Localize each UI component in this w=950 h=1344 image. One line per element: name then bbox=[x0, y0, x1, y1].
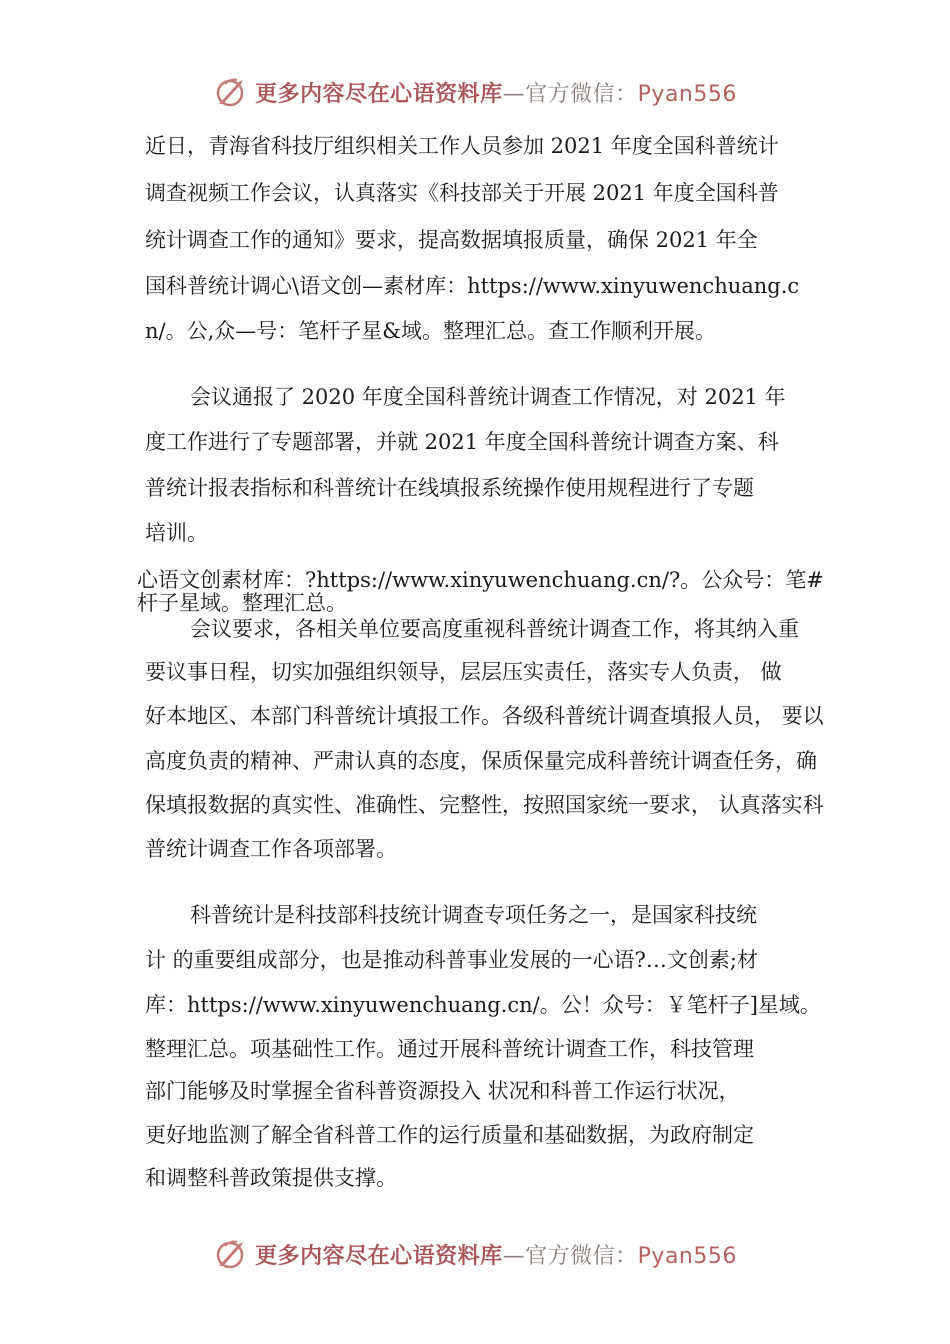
p1-line-5: n/。公,众—号：笔杆子星&域。整理汇总。查工作顺利开展。 bbox=[145, 319, 716, 343]
p1-line-2: 调查视频工作会议，认真落实《科技部关于开展 2021 年度全国科普 bbox=[145, 181, 779, 205]
p3-line-3: 好本地区、本部门科普统计填报工作。各级科普统计调查填报人员， 要以 bbox=[145, 704, 824, 728]
banner-text bbox=[255, 77, 737, 108]
p4-line-6: 更好地监测了解全省科普工作的运行质量和基础数据，为政府制定 bbox=[145, 1123, 754, 1147]
p2-line-1: 会议通报了 2020 年度全国科普统计调查工作情况，对 2021 年 bbox=[190, 385, 786, 409]
p4-line-5: 部门能够及时掌握全省科普资源投入 状况和科普工作运行状况， bbox=[145, 1079, 740, 1103]
banner-wechat-id: Pyan556 bbox=[637, 81, 737, 107]
p1-line-4: 国科普统计调心\语文创—素材库：https://www.xinyuwenchuang.c bbox=[145, 274, 800, 298]
p4-line-7: 和调整科普政策提供支撑。 bbox=[145, 1166, 397, 1190]
p3-line-1: 会议要求，各相关单位要高度重视科普统计调查工作，将其纳入重 bbox=[190, 617, 799, 641]
banner-text bbox=[255, 1239, 737, 1270]
p4-line-2: 计 的重要组成部分，也是推动科普事业发展的一心语?…文创素;材 bbox=[145, 948, 759, 972]
p4-line-1: 科普统计是科技部科技统计调查专项任务之一，是国家科技统 bbox=[190, 903, 757, 927]
p3-line-4: 高度负责的精神、严肃认真的态度，保质保量完成科普统计调查任务，确 bbox=[145, 749, 817, 773]
banner-main: 更多内容尽在心语资料库 bbox=[255, 81, 503, 107]
p2-line-3: 普统计报表指标和科普统计在线填报系统操作使用规程进行了专题 bbox=[145, 476, 754, 500]
p4-line-3: 库：https://www.xinyuwenchuang.cn/。公！众号：￥笔杆子]星域。 bbox=[145, 993, 821, 1017]
p3-line-6: 普统计调查工作各项部署。 bbox=[145, 837, 397, 861]
banner-main: 更多内容尽在心语资料库 bbox=[255, 1243, 503, 1269]
note-line-2: 杆子星域。整理汇总。 bbox=[137, 591, 347, 615]
p2-line-4: 培训。 bbox=[145, 521, 208, 545]
banner-wechat-label: —官方微信： bbox=[502, 1243, 638, 1269]
header-banner bbox=[0, 72, 950, 112]
banner-wechat-id: Pyan556 bbox=[637, 1243, 737, 1269]
note-line-1: 心语文创素材库：?https://www.xinyuwenchuang.cn/?。公众号：笔# bbox=[137, 568, 824, 592]
quill-logo-icon bbox=[213, 74, 249, 110]
banner-wechat-label: —官方微信： bbox=[502, 81, 638, 107]
footer-banner bbox=[0, 1234, 950, 1274]
quill-logo-icon bbox=[213, 1236, 249, 1272]
p1-line-3: 统计调查工作的通知》要求，提高数据填报质量，确保 2021 年全 bbox=[145, 228, 758, 252]
p3-line-5: 保填报数据的真实性、准确性、完整性，按照国家统一要求， 认真落实科 bbox=[145, 793, 824, 817]
p1-line-1: 近日，青海省科技厅组织相关工作人员参加 2021 年度全国科普统计 bbox=[145, 134, 779, 158]
p4-line-4: 整理汇总。项基础性工作。通过开展科普统计调查工作，科技管理 bbox=[145, 1037, 754, 1061]
p3-line-2: 要议事日程，切实加强组织领导，层层压实责任，落实专人负责， 做 bbox=[145, 660, 782, 684]
p2-line-2: 度工作进行了专题部署，并就 2021 年度全国科普统计调查方案、科 bbox=[145, 430, 779, 454]
